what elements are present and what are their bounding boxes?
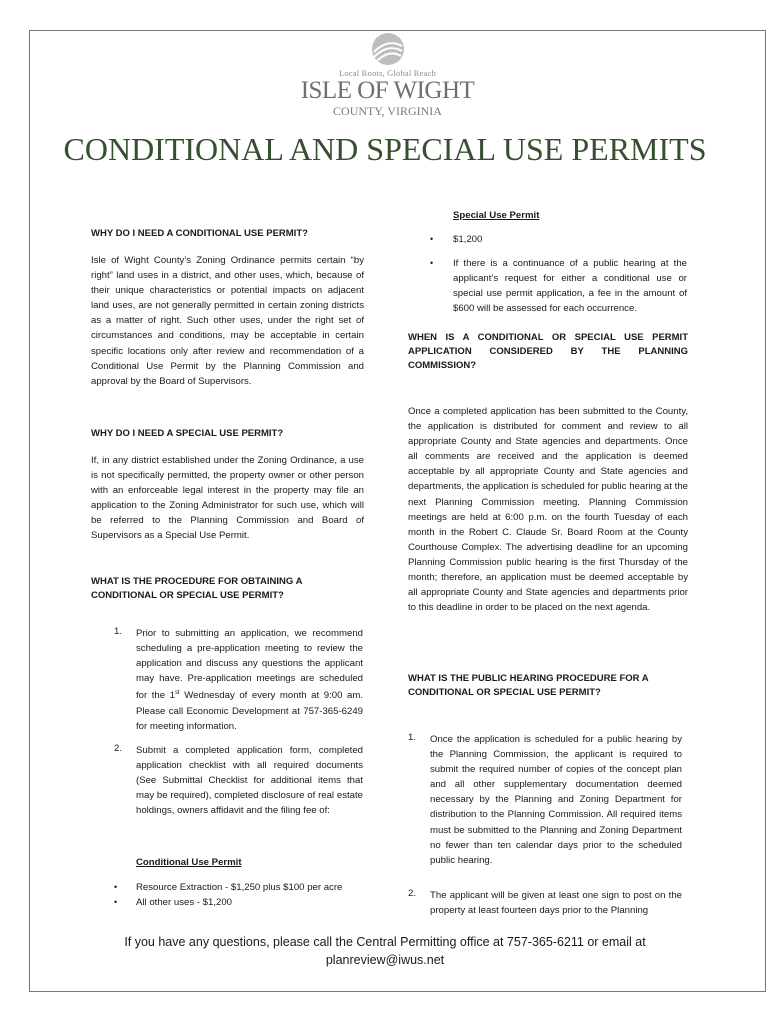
- logo-county: COUNTY, VIRGINIA: [333, 104, 442, 118]
- logo-name: ISLE OF WIGHT: [300, 77, 475, 104]
- paragraph-why-sup: If, in any district established under the Zoning Ordinance, a use is not specifically permitted, the property owner or other person with an enforceable legal interest in the property may file an application to the Zoning Administrator for such use, which will be referred to the Planning Commission and Board of Supervisors as a Special Use Permit.: [91, 455, 364, 542]
- bullet: •: [430, 234, 434, 244]
- step-1-text: Prior to submitting an application, we recommend scheduling a pre-application meeting to review the application and discuss any questions the applicant may have. Pre-application meetings are scheduled for the 1st Wednesday of every month at 9:00 am. Please call Economic Development at 757-365-6249 for meeting information.: [136, 628, 363, 732]
- hearing-step-1-number: 1.: [408, 732, 417, 743]
- step-2-text: Submit a completed application form, completed application checklist with all required documents (See Submittal Checklist for additional items that may be required), completed disclosure of real estate holdings, owners affidavit and the filing fee of:: [136, 745, 363, 817]
- bullet: •: [114, 897, 118, 907]
- paragraph-when-considered: Once a completed application has been submitted to the County, the application is distributed for comment and review to all appropriate County and State agencies and departments. Once all comments are received and the application is deemed acceptable by all appropriate County and State agencies and departments, the application is scheduled for public hearing at the next Planning Commission meeting. Planning Commission meetings are held at 6:00 p.m. on the fourth Tuesday of each month in the Robert C. Claude Sr. Board Room at the County Courthouse Complex. The advertising deadline for an upcoming Planning Commission public hearing is the first Thursday of the month; therefore, an application must be deemed acceptable by all appropriate County and State agencies and departments prior to this deadline in order to be placed on the next agenda.: [408, 406, 688, 614]
- hearing-step-2-number: 2.: [408, 888, 417, 899]
- fee-special-use: $1,200: [453, 234, 483, 245]
- fee-resource-extraction: Resource Extraction - $1,250 plus $100 per acre: [136, 882, 343, 893]
- page-title: CONDITIONAL AND SPECIAL USE PERMITS: [63, 131, 707, 167]
- paragraph-why-cup: Isle of Wight County’s Zoning Ordinance permits certain “by right” land uses in a district, and other uses, which, because of their unique characteristics or potential impacts on adjacent land uses, are not generally permitted in certain zoning districts as a matter of right. Such other uses, under the right set of circumstances and conditions, may be acceptable in certain specific locations only after review and recommendation of a Conditional Use Permit by the Planning Commission and approval by the Board of Supervisors.: [91, 255, 364, 387]
- footer-contact: [60, 933, 710, 969]
- leaf-emblem-icon: [368, 32, 408, 66]
- heading-when-considered: WHEN IS A CONDITIONAL OR SPECIAL USE PERMIT APPLICATION CONSIDERED BY THE PLANNING COMMISSION?: [408, 332, 688, 371]
- county-logo: [300, 32, 475, 122]
- step-2-number: 2.: [114, 743, 123, 754]
- hearing-step-2-text: The applicant will be given at least one sign to post on the property at least fourteen days prior to the Planning: [430, 890, 682, 917]
- footer-email[interactable]: planreview@iwus.net: [325, 953, 445, 967]
- step-1-number: 1.: [114, 626, 123, 637]
- heading-why-sup: WHY DO I NEED A SPECIAL USE PERMIT?: [91, 428, 284, 439]
- heading-why-cup: WHY DO I NEED A CONDITIONAL USE PERMIT?: [91, 228, 308, 239]
- conditional-use-permit-heading: Conditional Use Permit: [136, 857, 242, 868]
- heading-public-hearing: WHAT IS THE PUBLIC HEARING PROCEDURE FOR A CONDITIONAL OR SPECIAL USE PERMIT?: [408, 673, 649, 698]
- hearing-step-1-text: Once the application is scheduled for a public hearing by the Planning Commission, the applicant is required to submit the required number of copies of the concept plan and all other supplementary documentation deemed necessary by the Planning and Zoning Department for distribution to the Planning Commission. All required items must be submitted to the Planning and Zoning Department no fewer than ten calendar days prior to the scheduled public hearing.: [430, 734, 682, 866]
- logo-tagline: Local Roots, Global Reach: [338, 68, 437, 78]
- heading-procedure: WHAT IS THE PROCEDURE FOR OBTAINING A CONDITIONAL OR SPECIAL USE PERMIT?: [91, 576, 303, 601]
- bullet: •: [430, 258, 434, 268]
- special-use-permit-heading: Special Use Permit: [453, 210, 540, 221]
- footer-line-1: If you have any questions, please call the Central Permitting office at 757-365-6211 or email at: [124, 935, 646, 949]
- fee-continuance: If there is a continuance of a public hearing at the applicant’s request for either a conditional use or special use permit application, a fee in the amount of $600 will be assessed for each occurrence.: [453, 258, 687, 315]
- bullet: •: [114, 882, 118, 892]
- fee-other-uses: All other uses - $1,200: [136, 897, 232, 908]
